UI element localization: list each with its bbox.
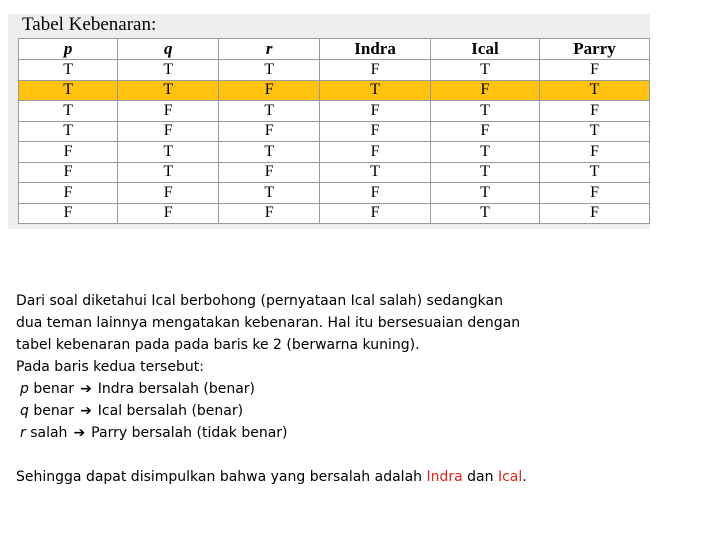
table-cell: F <box>320 60 431 81</box>
table-cell: T <box>118 162 219 183</box>
premise-q <box>16 400 616 422</box>
explanation-text <box>16 290 616 488</box>
table-row <box>19 142 650 163</box>
table-cell: F <box>540 101 650 122</box>
var-r: r <box>20 425 26 441</box>
table-cell: F <box>19 162 118 183</box>
table-cell: F <box>19 203 118 224</box>
premise-p-value: benar <box>33 381 75 397</box>
table-cell: T <box>540 121 650 142</box>
conclusion-conj: dan <box>467 469 494 485</box>
header-r: r <box>219 39 320 60</box>
table-row <box>19 80 650 101</box>
conclusion-prefix: Sehingga dapat disimpulkan bahwa yang bersalah adalah <box>16 469 423 485</box>
table-cell: F <box>219 80 320 101</box>
table-cell: F <box>320 121 431 142</box>
table-cell: T <box>19 101 118 122</box>
header-ical: Ical <box>430 39 539 60</box>
table-cell: F <box>118 203 219 224</box>
table-cell: T <box>320 80 431 101</box>
table-row <box>19 121 650 142</box>
table-cell: T <box>118 142 219 163</box>
table-row <box>19 162 650 183</box>
table-cell: F <box>540 60 650 81</box>
table-cell: T <box>219 183 320 204</box>
table-cell: T <box>118 60 219 81</box>
table-cell: F <box>219 162 320 183</box>
arrow-right-icon: ➔ <box>80 381 92 397</box>
header-parry: Parry <box>540 39 650 60</box>
table-row <box>19 60 650 81</box>
table-cell: F <box>219 121 320 142</box>
table-cell: F <box>320 142 431 163</box>
table-cell: T <box>430 162 539 183</box>
table-cell: T <box>430 142 539 163</box>
table-cell: T <box>320 162 431 183</box>
table-row <box>19 203 650 224</box>
table-cell: F <box>430 121 539 142</box>
var-q: q <box>20 403 29 419</box>
table-cell: F <box>540 142 650 163</box>
var-p: p <box>20 381 29 397</box>
table-cell: T <box>540 80 650 101</box>
explanation-line-2: dua teman lainnya mengatakan kebenaran. Hal itu bersesuaian dengan <box>16 315 521 331</box>
arrow-right-icon: ➔ <box>73 425 86 441</box>
table-cell: T <box>540 162 650 183</box>
table-cell: F <box>320 101 431 122</box>
table-cell: F <box>19 183 118 204</box>
table-title: Tabel Kebenaran: <box>22 14 157 35</box>
table-cell: T <box>219 101 320 122</box>
table-cell: F <box>430 80 539 101</box>
table-cell: T <box>430 101 539 122</box>
premise-p-result: Indra bersalah (benar) <box>97 381 256 397</box>
explanation-line-1: Dari soal diketahui Ical berbohong (pernyataan Ical salah) sedangkan <box>16 293 503 309</box>
table-cell: T <box>19 60 118 81</box>
table-cell: F <box>540 183 650 204</box>
premise-q-value: benar <box>33 403 75 419</box>
table-cell: F <box>320 183 431 204</box>
table-cell: T <box>19 121 118 142</box>
truth-table-figure <box>8 14 650 229</box>
table-cell: T <box>219 60 320 81</box>
table-cell: T <box>118 80 219 101</box>
truth-table <box>18 38 650 224</box>
table-cell: F <box>19 142 118 163</box>
conclusion-name-ical: Ical <box>497 469 523 485</box>
table-cell: T <box>219 142 320 163</box>
arrow-right-icon: ➔ <box>80 403 92 419</box>
premise-r-result: Parry bersalah (tidak benar) <box>91 425 288 441</box>
table-cell: T <box>430 203 539 224</box>
table-row <box>19 183 650 204</box>
table-header-row <box>19 39 650 60</box>
explanation-line-4: Pada baris kedua tersebut: <box>16 359 204 375</box>
premise-q-result: Ical bersalah (benar) <box>97 403 244 419</box>
table-cell: T <box>430 60 539 81</box>
table-cell: F <box>118 183 219 204</box>
premise-p <box>16 378 616 400</box>
table-cell: T <box>19 80 118 101</box>
table-cell: F <box>219 203 320 224</box>
conclusion <box>16 466 616 488</box>
table-cell: F <box>540 203 650 224</box>
header-p: p <box>19 39 118 60</box>
premise-r <box>16 422 616 444</box>
conclusion-name-indra: Indra <box>426 469 463 485</box>
explanation-line-3: tabel kebenaran pada pada baris ke 2 (berwarna kuning). <box>16 337 420 353</box>
conclusion-period: . <box>522 469 527 485</box>
table-cell: F <box>118 101 219 122</box>
table-cell: F <box>118 121 219 142</box>
table-cell: T <box>430 183 539 204</box>
premise-r-value: salah <box>30 425 68 441</box>
header-indra: Indra <box>320 39 431 60</box>
header-q: q <box>118 39 219 60</box>
table-cell: F <box>320 203 431 224</box>
table-row <box>19 101 650 122</box>
